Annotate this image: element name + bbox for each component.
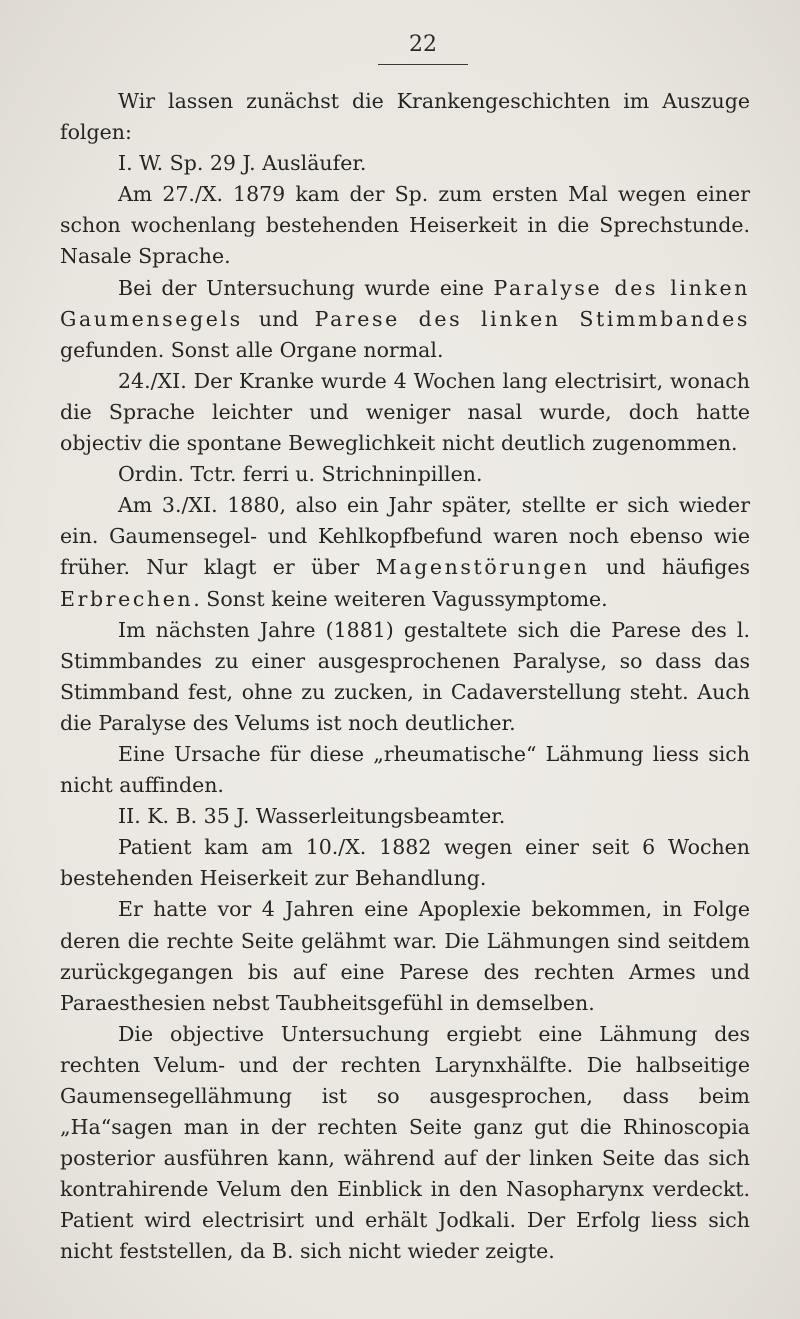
- page-number: 22: [409, 32, 437, 57]
- emphasis-span: Magenstörungen: [375, 555, 590, 580]
- paragraph-intro: Wir lassen zunächst die Krankengeschichten im Auszuge folgen:: [60, 89, 750, 145]
- text-span: Bei der Untersuchung wurde eine: [118, 275, 494, 300]
- emphasis-span: Erbrechen: [60, 586, 194, 611]
- header-rule: [378, 64, 468, 65]
- text-span: gefunden. Sonst alle Organe normal.: [60, 337, 444, 362]
- paragraph-3: 24./XI. Der Kranke wurde 4 Wochen lang electrisirt, wonach die Sprache leichter und weniger nasal wurde, doch hatte objectiv die spontane Beweglichkeit nicht deutlich zugenommen.: [60, 368, 750, 456]
- case-heading-1: I. W. Sp. 29 J. Ausläufer.: [118, 151, 367, 176]
- emphasis-span: Paralyse des linken Gaumensegels: [60, 275, 750, 331]
- text-span: . Sonst keine weiteren Vagussymptome.: [193, 586, 608, 611]
- paragraph-6: Im nächsten Jahre (1881) gestaltete sich die Parese des l. Stimmbandes zu einer ausgesprochenen Paralyse, so dass das Stimmband fest, ohne zu zucken, in Cadaverstellung steht. Auch die Paralyse des Velums ist noch deutlicher.: [60, 617, 750, 735]
- text-span: und häufiges: [589, 555, 751, 580]
- paragraph-7: Eine Ursache für diese „rheumatische“ Lähmung liess sich nicht auffinden.: [60, 741, 750, 798]
- paragraph-2: [60, 273, 750, 366]
- paragraph-5: [60, 490, 750, 614]
- body-text: [60, 86, 750, 1268]
- paragraph-4: Ordin. Tctr. ferri u. Strichninpillen.: [118, 462, 483, 487]
- case-heading-2: II. K. B. 35 J. Wasserleitungsbeamter.: [118, 804, 506, 829]
- emphasis-span: Parese des linken Stimmbandes: [314, 306, 751, 331]
- paragraph-10: Die objective Untersuchung ergiebt eine Lähmung des rechten Velum- und der rechten Larynxhälfte. Die halbseitige Gaumensegellähmung ist so ausgesprochen, dass beim „Ha“sagen man in der rechten Seite ganz gut die Rhinoscopia posterior ausführen kann, während auf der linken Seite das sich kontrahirende Velum den Einblick in den Nasopharynx verdeckt. Patient wird electrisirt und erhält Jodkali. Der Erfolg liess sich nicht feststellen, da B. sich nicht wieder zeigte.: [60, 1021, 750, 1264]
- text-span: Am 3./XI. 1880, also ein Jahr später, stellte er sich wieder ein. Gaumensegel- und Kehlkopfbefund waren noch ebenso wie früher. Nur klagt er über: [60, 493, 750, 580]
- paragraph-1: Am 27./X. 1879 kam der Sp. zum ersten Mal wegen einer schon wochenlang bestehenden Heiserkeit in die Sprechstunde. Nasale Sprache.: [60, 182, 750, 269]
- paragraph-9: Er hatte vor 4 Jahren eine Apoplexie bekommen, in Folge deren die rechte Seite gelähmt war. Die Lähmungen sind seitdem zurückgegangen bis auf eine Parese des rechten Armes und Paraesthesien nebst Taubheitsgefühl in demselben.: [60, 897, 750, 1015]
- text-span: und: [242, 306, 315, 331]
- paragraph-8: Patient kam am 10./X. 1882 wegen einer seit 6 Wochen bestehenden Heiserkeit zur Behandlung.: [60, 835, 750, 891]
